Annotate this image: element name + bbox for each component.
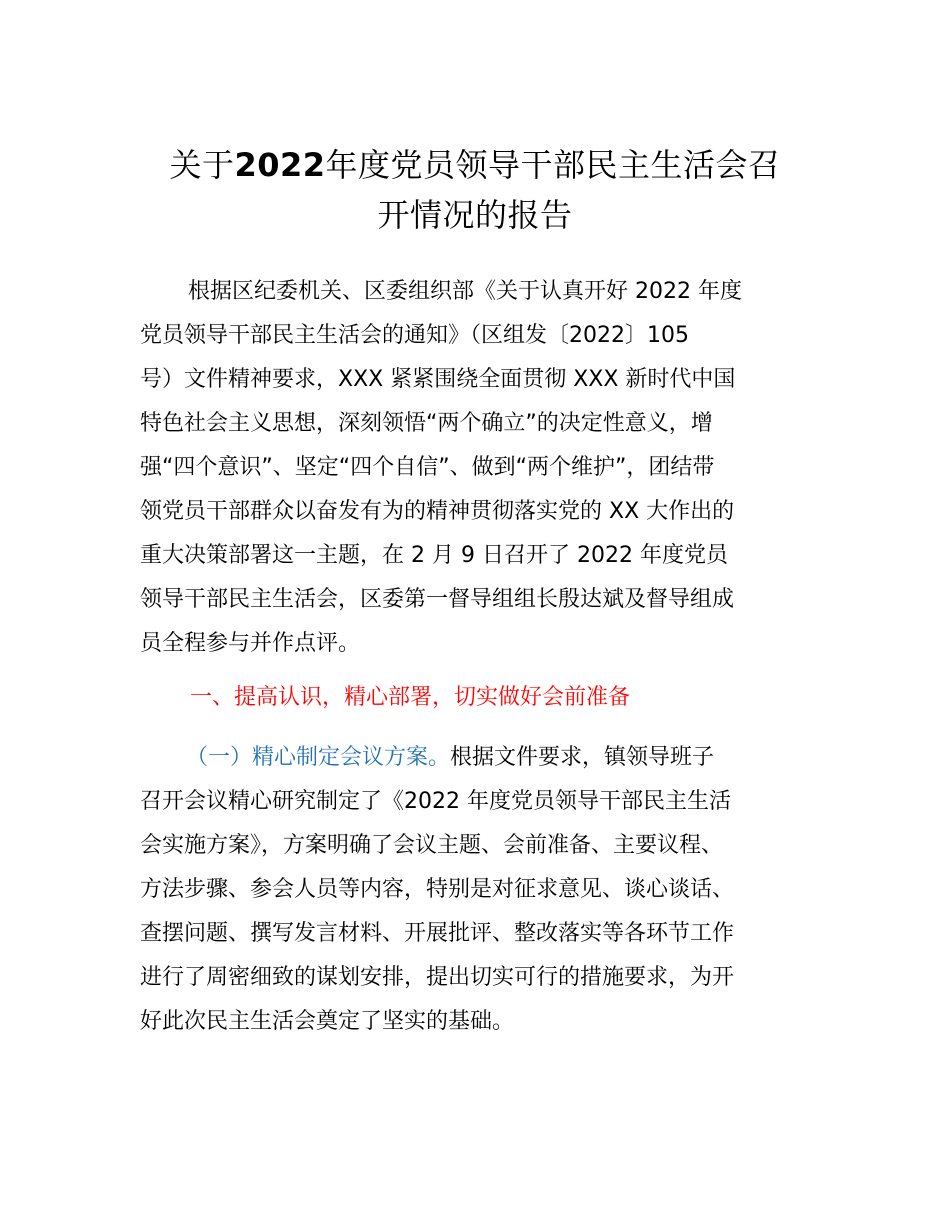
document-title: [100, 140, 850, 240]
paragraph-1-line: 领党员干部群众以奋发有为的精神贯彻落实党的 XX 大作出的: [140, 499, 735, 524]
paragraph-2-line: 会实施方案》，方案明确了会议主题、会前准备、主要议程、: [140, 833, 724, 858]
title-prefix: 关于: [169, 146, 235, 184]
paragraph-1-line: 特色社会主义思想，深刻领悟“两个确立”的决定性意义，增: [140, 411, 713, 436]
paragraph-2-first-line: [140, 736, 820, 780]
paragraph-2-line: 方法步骤、参会人员等内容，特别是对征求意见、谈心谈话、: [140, 877, 735, 902]
paragraph-1-line: 根据区纪委机关、区委组织部《关于认真开好 2022 年度: [188, 279, 742, 304]
paragraph-2-line: 好此次民主生活会奠定了坚实的基础。: [140, 1009, 515, 1034]
paragraph-2-line: 召开会议精心研究制定了《2022 年度党员领导干部民主生活: [140, 789, 731, 814]
title-line-2: 开情况的报告: [377, 196, 573, 234]
paragraph-1-line: 员全程参与并作点评。: [140, 631, 361, 656]
paragraph-2-line: 进行了周密细致的谋划安排，提出切实可行的措施要求，为开: [140, 965, 735, 990]
title-year: 2022: [234, 146, 326, 184]
paragraph-1-line: 领导干部民主生活会，区委第一督导组组长殷达斌及督导组成: [140, 587, 735, 612]
paragraph-2: [140, 736, 820, 1044]
paragraph-1-line: 党员领导干部民主生活会的通知》（区组发〔2022〕105: [140, 323, 689, 348]
paragraph-2-first-line-rest: 根据文件要求，镇领导班子: [450, 745, 715, 770]
title-line1-rest: 年度党员领导干部民主生活会召: [325, 146, 781, 184]
title-line-1: [100, 140, 850, 190]
subsection-1-heading: （一）精心制定会议方案。: [186, 745, 451, 770]
paragraph-1: [140, 270, 820, 666]
paragraph-1-line: 重大决策部署这一主题，在 2 月 9 日召开了 2022 年度党员: [140, 543, 728, 568]
section-1-heading: 一、提高认识，精心部署，切实做好会前准备: [190, 685, 631, 710]
paragraph-1-line: 强“四个意识”、坚定“四个自信”、做到“两个维护”，团结带: [140, 455, 715, 480]
paragraph-2-line: 查摆问题、撰写发言材料、开展批评、整改落实等各环节工作: [140, 921, 735, 946]
paragraph-1-line: 号）文件精神要求，XXX 紧紧围绕全面贯彻 XXX 新时代中国: [140, 367, 736, 392]
